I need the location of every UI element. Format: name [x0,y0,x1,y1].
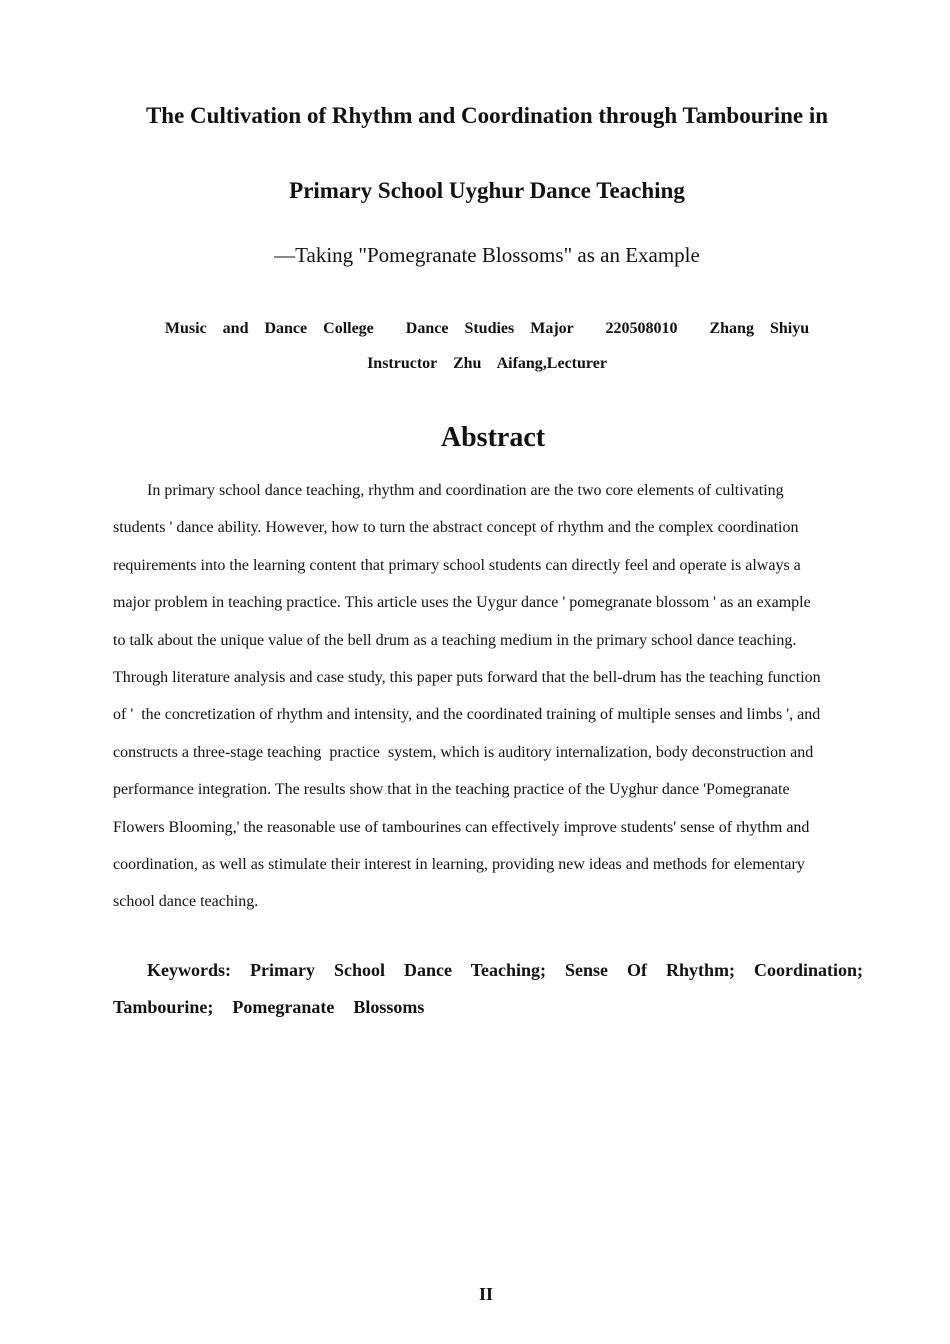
instructor-info-line: Instructor Zhu Aifang,Lecturer [367,355,607,372]
abstract-line: students ' dance ability. However, how to turn the abstract concept of rhythm and the complex coordination [113,519,799,537]
abstract-line: constructs a three-stage teaching practice system, which is auditory internalization, body deconstruction and [113,743,814,761]
abstract-line: Flowers Blooming,' the reasonable use of tambourines can effectively improve students' sense of rhythm and [113,818,810,836]
abstract-line: to talk about the unique value of the bell drum as a teaching medium in the primary school dance teaching. [113,631,797,649]
abstract-line: coordination, as well as stimulate their interest in learning, providing new ideas and methods for elementary [113,855,805,873]
paper-title-line-1: The Cultivation of Rhythm and Coordination through Tambourine in [145,103,829,128]
paper-title-line-2: Primary School Uyghur Dance Teaching [289,178,685,203]
keywords-line: Tambourine; Pomegranate Blossoms [113,997,425,1017]
abstract-line: Through literature analysis and case study, this paper puts forward that the bell-drum has the teaching function [113,668,821,686]
abstract-line: In primary school dance teaching, rhythm and coordination are the two core elements of cultivating [147,482,784,499]
abstract-paragraph [113,472,861,921]
abstract-line: requirements into the learning content that primary school students can directly feel and operate is always a [113,556,801,574]
paper-subtitle: —Taking "Pomegranate Blossoms" as an Example [274,243,700,267]
abstract-heading: Abstract [440,422,546,453]
abstract-line: of ' the concretization of rhythm and intensity, and the coordinated training of multiple senses and limbs ', and [113,706,821,724]
abstract-line: school dance teaching. [113,893,259,911]
keywords-line: Keywords: Primary School Dance Teaching; Sense Of Rhythm; Coordination; [147,960,863,980]
abstract-line: major problem in teaching practice. This article uses the Uygur dance ' pomegranate blossom ' as an example [113,594,811,612]
abstract-line: performance integration. The results show that in the teaching practice of the Uyghur dance 'Pomegranate [113,781,790,799]
author-info-line: Music and Dance College Dance Studies Major 220508010 Zhang Shiyu [164,320,810,337]
keywords-block [113,952,861,1026]
page-number: II [478,1284,493,1304]
